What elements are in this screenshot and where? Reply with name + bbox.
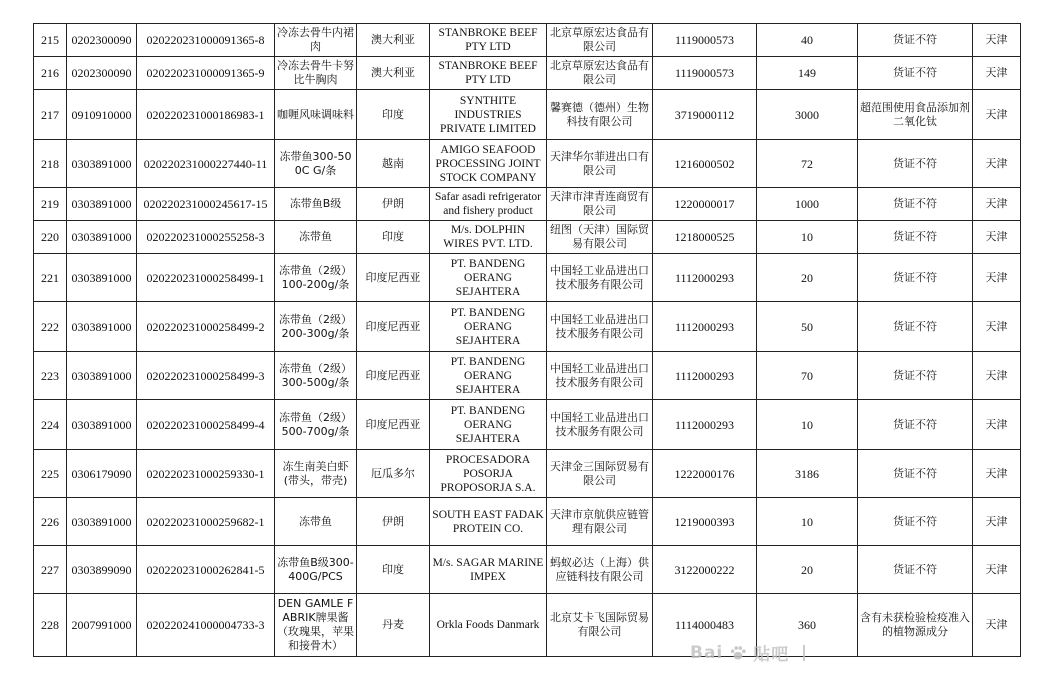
cell-declaration-no: 020220241000004733-3 [137, 594, 275, 657]
cell-importer-code: 1112000293 [653, 352, 757, 400]
cell-declaration-no: 020220231000259330-1 [137, 450, 275, 498]
cell-product-name: 冻生南美白虾(带头，带壳) [275, 450, 357, 498]
cell-importer: 纽图（天津）国际贸易有限公司 [547, 221, 653, 254]
cell-importer-code: 1218000525 [653, 221, 757, 254]
cell-reason: 超范围使用食品添加剂二氧化钛 [858, 90, 973, 140]
cell-seq: 226 [34, 498, 67, 546]
cell-declaration-no: 020220231000255258-3 [137, 221, 275, 254]
cell-port: 天津 [973, 546, 1021, 594]
cell-port: 天津 [973, 302, 1021, 352]
cell-hs-code: 0303891000 [67, 140, 137, 188]
cell-weight: 72 [757, 140, 858, 188]
cell-hs-code: 0303891000 [67, 302, 137, 352]
cell-reason: 货证不符 [858, 57, 973, 90]
cell-declaration-no: 020220231000091365-9 [137, 57, 275, 90]
cell-producer: PT. BANDENG OERANG SEJAHTERA [430, 254, 547, 302]
cell-hs-code: 0306179090 [67, 450, 137, 498]
cell-hs-code: 0202300090 [67, 24, 137, 57]
cell-importer: 天津金三国际贸易有限公司 [547, 450, 653, 498]
cell-declaration-no: 020220231000186983-1 [137, 90, 275, 140]
cell-product-name: 冻带鱼B级300-400G/PCS [275, 546, 357, 594]
cell-port: 天津 [973, 594, 1021, 657]
table-row [34, 254, 1021, 302]
cell-hs-code: 0303891000 [67, 352, 137, 400]
table-row [34, 352, 1021, 400]
cell-declaration-no: 020220231000258499-3 [137, 352, 275, 400]
cell-port: 天津 [973, 221, 1021, 254]
cell-origin: 澳大利亚 [357, 24, 430, 57]
cell-product-name: 冻带鱼 [275, 221, 357, 254]
cell-seq: 221 [34, 254, 67, 302]
table-row [34, 498, 1021, 546]
cell-product-name: DEN GAMLE FABRIK牌果酱（玫瑰果，苹果和接骨木） [275, 594, 357, 657]
table-row [34, 450, 1021, 498]
cell-producer: M/s. DOLPHIN WIRES PVT. LTD. [430, 221, 547, 254]
cell-declaration-no: 020220231000262841-5 [137, 546, 275, 594]
cell-producer: PT. BANDENG OERANG SEJAHTERA [430, 352, 547, 400]
cell-reason: 货证不符 [858, 450, 973, 498]
cell-weight: 3000 [757, 90, 858, 140]
cell-producer: AMIGO SEAFOOD PROCESSING JOINT STOCK COMPANY [430, 140, 547, 188]
cell-seq: 217 [34, 90, 67, 140]
cell-weight: 10 [757, 400, 858, 450]
cell-importer: 中国轻工业品进出口技术服务有限公司 [547, 254, 653, 302]
cell-product-name: 冻带鱼 [275, 498, 357, 546]
cell-seq: 215 [34, 24, 67, 57]
cell-weight: 360 [757, 594, 858, 657]
cell-importer-code: 1216000502 [653, 140, 757, 188]
watermark-product: 贴吧 [753, 645, 790, 665]
cell-product-name: 冻带鱼（2级）200-300g/条 [275, 302, 357, 352]
cell-reason: 货证不符 [858, 546, 973, 594]
cell-importer: 中国轻工业品进出口技术服务有限公司 [547, 352, 653, 400]
cell-seq: 218 [34, 140, 67, 188]
cell-reason: 货证不符 [858, 352, 973, 400]
cell-seq: 219 [34, 188, 67, 221]
cell-importer: 蚂蚁必达（上海）供应链科技有限公司 [547, 546, 653, 594]
cell-hs-code: 0202300090 [67, 57, 137, 90]
cell-origin: 澳大利亚 [357, 57, 430, 90]
cell-port: 天津 [973, 140, 1021, 188]
cell-origin: 印度 [357, 221, 430, 254]
cell-origin: 印度尼西亚 [357, 352, 430, 400]
cell-producer: STANBROKE BEEF PTY LTD [430, 57, 547, 90]
cell-origin: 印度尼西亚 [357, 302, 430, 352]
table-row [34, 140, 1021, 188]
cell-weight: 10 [757, 498, 858, 546]
cell-origin: 印度尼西亚 [357, 400, 430, 450]
cell-declaration-no: 020220231000258499-4 [137, 400, 275, 450]
cell-seq: 225 [34, 450, 67, 498]
cell-hs-code: 0303891000 [67, 254, 137, 302]
cell-port: 天津 [973, 90, 1021, 140]
cell-importer: 北京草原宏达食品有限公司 [547, 57, 653, 90]
cell-weight: 20 [757, 546, 858, 594]
cell-importer-code: 3122000222 [653, 546, 757, 594]
cell-product-name: 冻带鱼（2级）100-200g/条 [275, 254, 357, 302]
cell-port: 天津 [973, 254, 1021, 302]
cell-seq: 220 [34, 221, 67, 254]
cell-producer: PT. BANDENG OERANG SEJAHTERA [430, 302, 547, 352]
cell-port: 天津 [973, 498, 1021, 546]
cell-reason: 货证不符 [858, 188, 973, 221]
cell-port: 天津 [973, 450, 1021, 498]
cell-origin: 越南 [357, 140, 430, 188]
cell-origin: 印度 [357, 90, 430, 140]
cell-declaration-no: 020220231000227440-11 [137, 140, 275, 188]
cell-hs-code: 0303891000 [67, 498, 137, 546]
cell-product-name: 冷冻去骨牛卡努比牛胸肉 [275, 57, 357, 90]
cell-seq: 227 [34, 546, 67, 594]
cell-reason: 货证不符 [858, 140, 973, 188]
cell-importer-code: 1112000293 [653, 400, 757, 450]
cell-hs-code: 0303891000 [67, 221, 137, 254]
cell-product-name: 冻带鱼B级 [275, 188, 357, 221]
cell-weight: 1000 [757, 188, 858, 221]
cell-declaration-no: 020220231000091365-8 [137, 24, 275, 57]
table-row [34, 594, 1021, 657]
cell-reason: 货证不符 [858, 221, 973, 254]
cell-producer: PT. BANDENG OERANG SEJAHTERA [430, 400, 547, 450]
cell-importer-code: 1119000573 [653, 24, 757, 57]
cell-product-name: 冷冻去骨牛内裙肉 [275, 24, 357, 57]
cell-declaration-no: 020220231000245617-15 [137, 188, 275, 221]
cell-origin: 伊朗 [357, 188, 430, 221]
cell-reason: 货证不符 [858, 400, 973, 450]
cell-origin: 印度尼西亚 [357, 254, 430, 302]
cell-importer: 中国轻工业品进出口技术服务有限公司 [547, 302, 653, 352]
cell-origin: 印度 [357, 546, 430, 594]
cell-seq: 228 [34, 594, 67, 657]
records-body [34, 24, 1021, 657]
table-row [34, 302, 1021, 352]
cell-weight: 3186 [757, 450, 858, 498]
cell-producer: PROCESADORA POSORJA PROPOSORJA S.A. [430, 450, 547, 498]
table-row [34, 188, 1021, 221]
cell-seq: 222 [34, 302, 67, 352]
cell-hs-code: 0303899090 [67, 546, 137, 594]
table-row [34, 57, 1021, 90]
cell-importer-code: 1220000017 [653, 188, 757, 221]
cell-weight: 50 [757, 302, 858, 352]
records-table [33, 23, 1021, 657]
cell-reason: 货证不符 [858, 254, 973, 302]
cell-producer: Orkla Foods Danmark [430, 594, 547, 657]
cell-hs-code: 2007991000 [67, 594, 137, 657]
cell-importer: 天津市京航供应链管理有限公司 [547, 498, 653, 546]
cell-port: 天津 [973, 188, 1021, 221]
table-row [34, 546, 1021, 594]
cell-producer: SOUTH EAST FADAK PROTEIN CO. [430, 498, 547, 546]
cell-weight: 40 [757, 24, 858, 57]
cell-product-name: 咖喱风味调味料 [275, 90, 357, 140]
cell-hs-code: 0303891000 [67, 400, 137, 450]
cell-producer: SYNTHITE INDUSTRIES PRIVATE LIMITED [430, 90, 547, 140]
cell-origin: 丹麦 [357, 594, 430, 657]
cell-product-name: 冻带鱼（2级）300-500g/条 [275, 352, 357, 400]
cell-weight: 70 [757, 352, 858, 400]
cell-importer: 中国轻工业品进出口技术服务有限公司 [547, 400, 653, 450]
cell-reason: 货证不符 [858, 498, 973, 546]
table-row [34, 400, 1021, 450]
cell-producer: STANBROKE BEEF PTY LTD [430, 24, 547, 57]
cell-importer: 馨赛德（德州）生物科技有限公司 [547, 90, 653, 140]
cell-importer-code: 1112000293 [653, 302, 757, 352]
table-row [34, 24, 1021, 57]
cell-declaration-no: 020220231000258499-2 [137, 302, 275, 352]
cell-port: 天津 [973, 57, 1021, 90]
cell-reason: 货证不符 [858, 302, 973, 352]
cell-product-name: 冻带鱼（2级）500-700g/条 [275, 400, 357, 450]
cell-weight: 10 [757, 221, 858, 254]
cell-origin: 伊朗 [357, 498, 430, 546]
watermark-brand: Bai [690, 642, 724, 663]
cell-declaration-no: 020220231000258499-1 [137, 254, 275, 302]
cell-hs-code: 0910910000 [67, 90, 137, 140]
cell-weight: 20 [757, 254, 858, 302]
cell-reason: 含有未获检验检疫准入的植物源成分 [858, 594, 973, 657]
cell-origin: 厄瓜多尔 [357, 450, 430, 498]
cell-hs-code: 0303891000 [67, 188, 137, 221]
records-sheet [33, 23, 1020, 657]
cell-importer: 北京草原宏达食品有限公司 [547, 24, 653, 57]
cell-importer-code: 1114000483 [653, 594, 757, 657]
cell-importer-code: 1222000176 [653, 450, 757, 498]
cell-port: 天津 [973, 352, 1021, 400]
cell-seq: 216 [34, 57, 67, 90]
cell-importer: 天津市津青连商贸有限公司 [547, 188, 653, 221]
cell-declaration-no: 020220231000259682-1 [137, 498, 275, 546]
cell-seq: 224 [34, 400, 67, 450]
cell-seq: 223 [34, 352, 67, 400]
table-row [34, 90, 1021, 140]
cell-importer: 天津华尔菲进出口有限公司 [547, 140, 653, 188]
cell-importer-code: 3719000112 [653, 90, 757, 140]
cell-importer-code: 1112000293 [653, 254, 757, 302]
cell-port: 天津 [973, 24, 1021, 57]
cell-importer: 北京艾卡飞国际贸易有限公司 [547, 594, 653, 657]
cell-importer-code: 1119000573 [653, 57, 757, 90]
table-row [34, 221, 1021, 254]
cell-product-name: 冻带鱼300-500C G/条 [275, 140, 357, 188]
cell-port: 天津 [973, 400, 1021, 450]
cell-producer: Safar asadi refrigerator and fishery product [430, 188, 547, 221]
cell-producer: M/s. SAGAR MARINE IMPEX [430, 546, 547, 594]
cell-importer-code: 1219000393 [653, 498, 757, 546]
cell-reason: 货证不符 [858, 24, 973, 57]
cell-weight: 149 [757, 57, 858, 90]
